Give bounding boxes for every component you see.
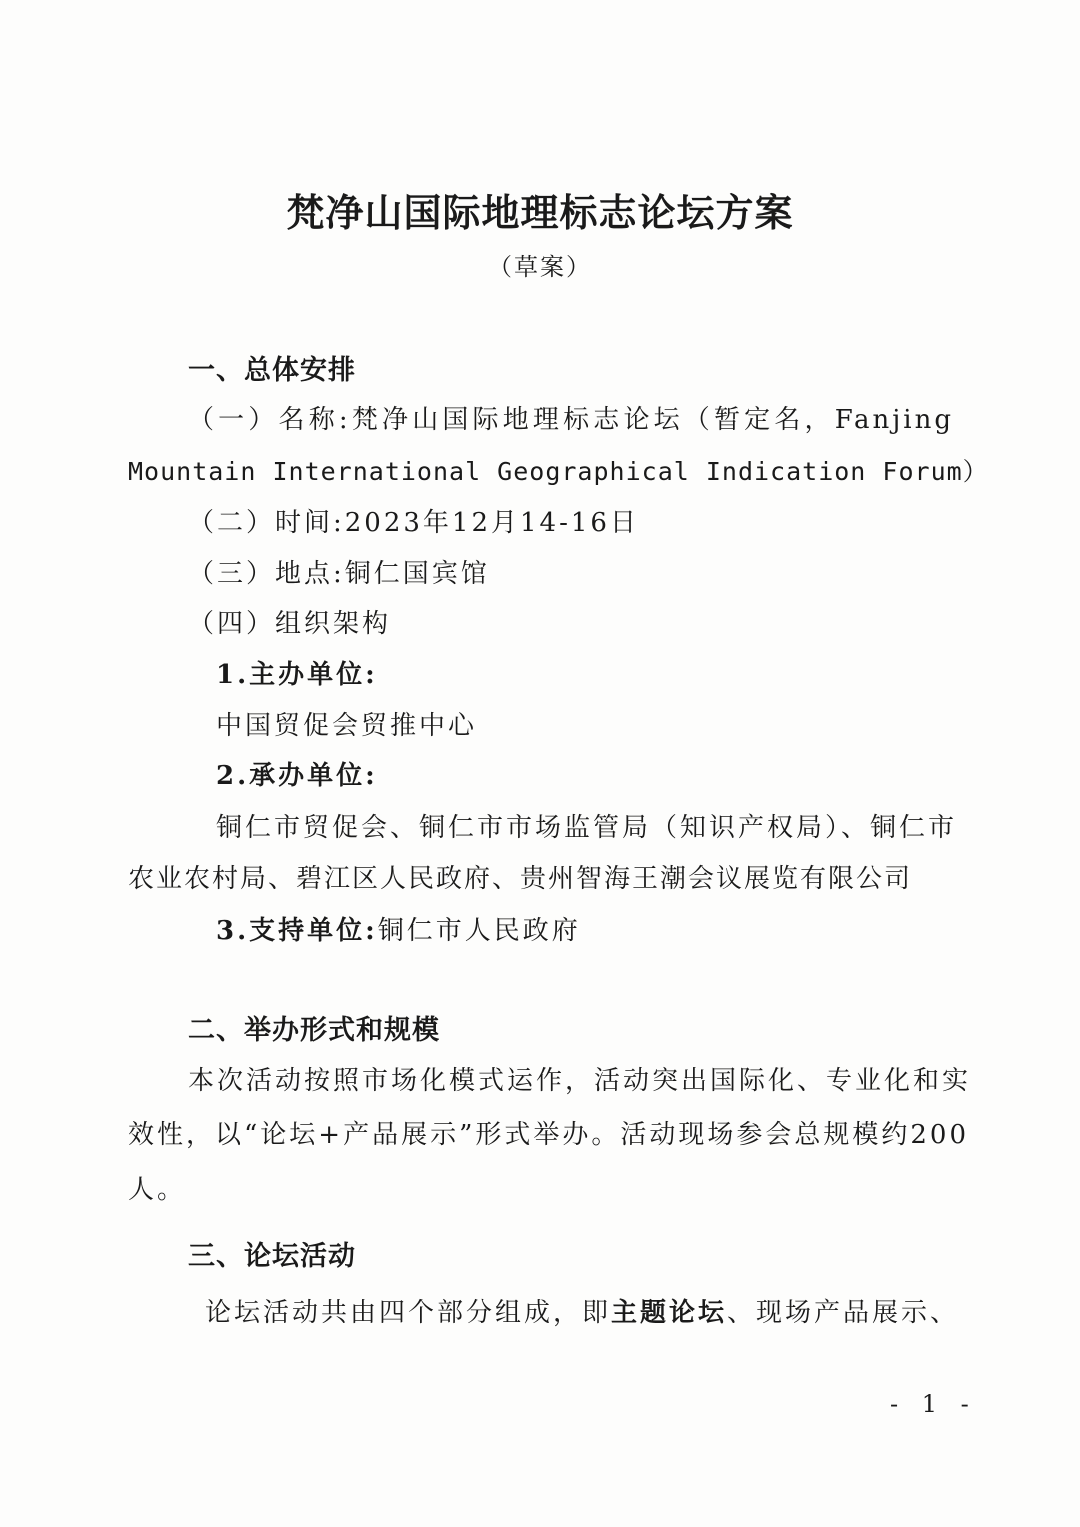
- forum-organization: （四）组织架构: [188, 609, 392, 639]
- forum-time: （二）时间:2023年12月14-16日: [188, 508, 639, 538]
- organizer-line-2: 农业农村局、碧江区人民政府、贵州智海王潮会议展览有限公司: [128, 864, 913, 894]
- forum-name-line-2: Mountain International Geographical Indication Forum）: [128, 457, 989, 486]
- format-paragraph-line-3: 人。: [128, 1175, 187, 1205]
- document-title: 梵净山国际地理标志论坛方案: [286, 191, 794, 235]
- forum-activities-paragraph: [205, 1300, 959, 1326]
- format-paragraph-line-2: 效性，以“论坛+产品展示”形式举办。活动现场参会总规模约200: [128, 1120, 969, 1150]
- section-heading-overall-arrangement: 一、总体安排: [188, 355, 356, 386]
- page-number: - 1 -: [890, 1390, 977, 1418]
- organizer-unit-label: 2.承办单位:: [216, 761, 378, 791]
- section-heading-forum-activities: 三、论坛活动: [188, 1241, 356, 1272]
- host-unit-label: 1.主办单位:: [216, 660, 378, 690]
- support-unit-label: 3.支持单位:: [216, 916, 378, 946]
- forum-activities-suffix: 、现场产品展示、: [727, 1298, 960, 1328]
- forum-name-line-1: （一）名称:梵净山国际地理标志论坛（暂定名，Fanjing: [188, 405, 954, 435]
- organizer-line-1: 铜仁市贸促会、铜仁市市场监管局（知识产权局）、铜仁市: [216, 813, 958, 843]
- forum-activities-prefix: 论坛活动共由四个部分组成，即: [205, 1298, 612, 1328]
- forum-place: （三）地点:铜仁国宾馆: [188, 559, 490, 589]
- support-unit-value: 铜仁市人民政府: [377, 916, 581, 946]
- forum-activities-bold: 主题论坛: [611, 1298, 728, 1328]
- format-paragraph-line-1: 本次活动按照市场化模式运作，活动突出国际化、专业化和实: [188, 1066, 972, 1096]
- support-unit: [216, 918, 581, 944]
- host-unit-value: 中国贸促会贸推中心: [216, 711, 478, 741]
- section-heading-format-and-scale: 二、举办形式和规模: [188, 1015, 440, 1046]
- document-subtitle: （草案）: [488, 253, 592, 281]
